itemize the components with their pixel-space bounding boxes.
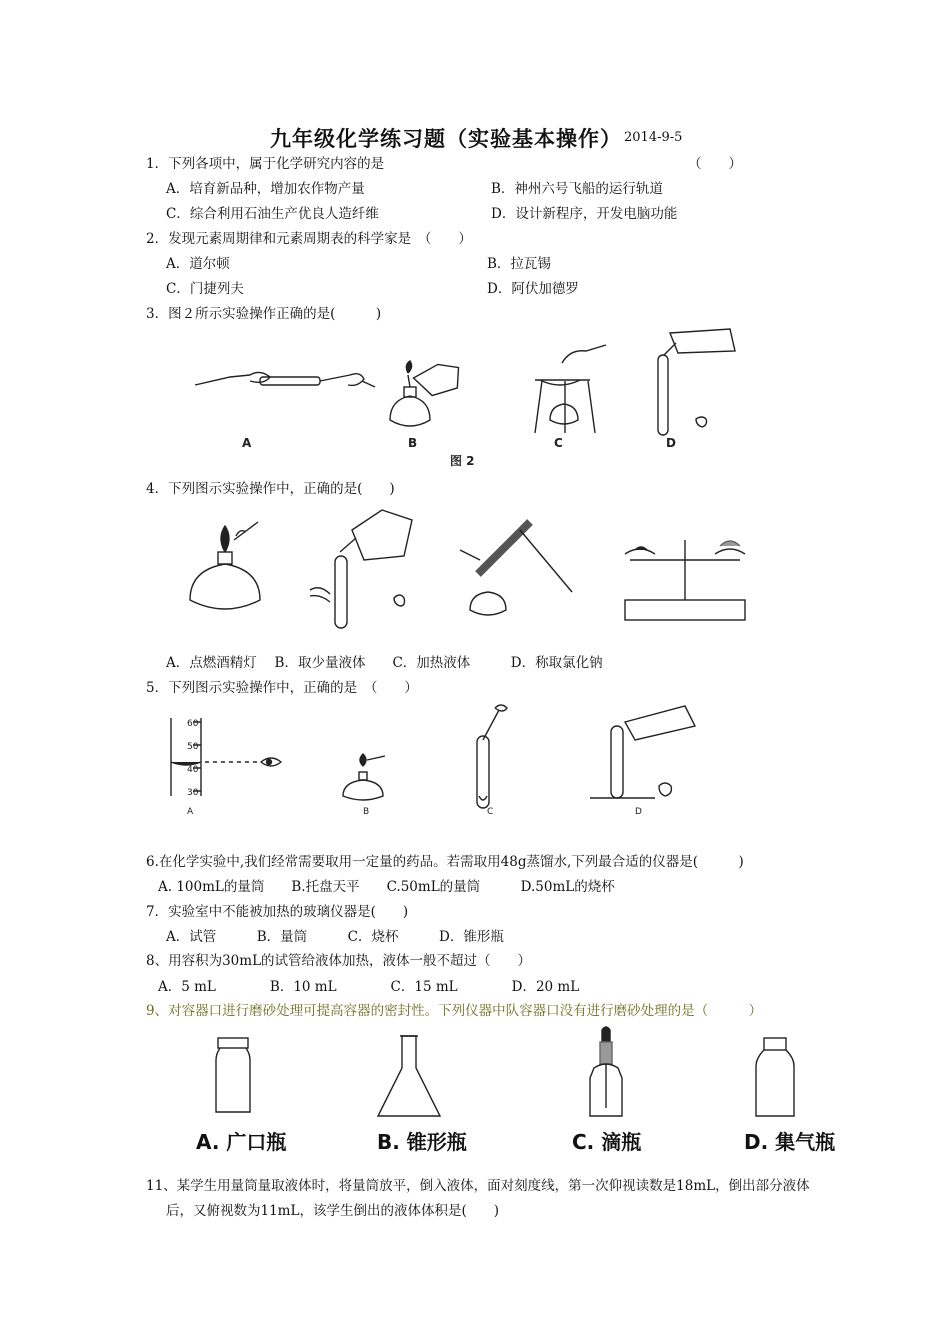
q3-fig-c-tripod bbox=[535, 345, 606, 433]
q6-options: A. 100mL的量筒 B.托盘天平 C.50mL的量筒 D.50mL的烧杯 bbox=[158, 879, 615, 895]
dropper-bottle-icon bbox=[590, 1027, 622, 1116]
q2-option-d: D．阿伏加德罗 bbox=[487, 281, 579, 297]
q3-label-d: D bbox=[666, 436, 676, 450]
q3-fig-b-lamp bbox=[390, 361, 462, 426]
page-date: 2014-9-5 bbox=[624, 130, 683, 145]
q8-options: A．5 mL B．10 mL C．15 mL D．20 mL bbox=[158, 979, 580, 995]
q5-fig-d-pour bbox=[590, 706, 695, 798]
q5-tick-60: 60 bbox=[187, 719, 199, 729]
q9-label-c: C. 滴瓶 bbox=[572, 1130, 642, 1154]
q3-fig-a-hands-tube bbox=[195, 372, 375, 387]
q5-label-d: D bbox=[635, 807, 642, 817]
q6-stem: 6.在化学实验中,我们经常需要取用一定量的药品。若需取用48g蒸馏水,下列最合适的仪器是( ) bbox=[146, 854, 744, 870]
q11-line-1: 11、某学生用量筒量取液体时，将量筒放平，倒入液体，面对刻度线，第一次仰视读数是18mL，倒出部分液体 bbox=[146, 1178, 810, 1194]
q5-fig-c-dropper bbox=[477, 705, 507, 808]
q1-stem: 1．下列各项中，属于化学研究内容的是 bbox=[146, 156, 385, 172]
q7-stem: 7．实验室中不能被加热的玻璃仪器是( ) bbox=[146, 904, 409, 920]
q5-tick-50: 50 bbox=[187, 742, 199, 752]
q5-tick-30: 30 bbox=[187, 788, 199, 798]
q5-label-b: B bbox=[363, 807, 370, 817]
q9-stem: 9、对容器口进行磨砂处理可提高容器的密封性。下列仪器中队容器口没有进行磨砂处理的是（ ） bbox=[146, 1003, 763, 1019]
q2-stem: 2．发现元素周期律和元素周期表的科学家是 （ ） bbox=[146, 231, 472, 247]
q9-label-b: B. 锥形瓶 bbox=[377, 1130, 467, 1154]
q4-fig-a-light-lamp bbox=[190, 522, 260, 609]
q9-figure bbox=[190, 1028, 850, 1128]
q5-tick-40: 40 bbox=[187, 765, 199, 775]
q5-label-c: C bbox=[487, 807, 494, 817]
q11-line-2: 后，又俯视数为11mL，该学生倒出的液体体积是( ) bbox=[166, 1203, 499, 1219]
q8-stem: 8、用容积为30mL的试管给液体加热，液体一般不超过（ ） bbox=[146, 953, 532, 969]
q9-label-d: D. 集气瓶 bbox=[744, 1130, 836, 1154]
q2-option-a: A．道尔顿 bbox=[166, 256, 230, 272]
q4-fig-b-dropper bbox=[310, 510, 412, 628]
wide-mouth-bottle-icon bbox=[216, 1038, 250, 1112]
q5-fig-b-extinguish bbox=[343, 754, 385, 800]
q3-stem: 3．图２所示实验操作正确的是( ) bbox=[146, 306, 382, 322]
q4-options: A．点燃酒精灯 B．取少量液体 C．加热液体 D．称取氯化钠 bbox=[166, 655, 603, 671]
q1-option-d: D．设计新程序，开发电脑功能 bbox=[491, 206, 678, 222]
q5-label-a: A bbox=[187, 807, 194, 817]
conical-flask-icon bbox=[378, 1036, 440, 1116]
q3-label-b: B bbox=[408, 436, 418, 450]
q3-figure bbox=[190, 325, 750, 475]
q1-option-a: A．培育新品种，增加农作物产量 bbox=[166, 181, 365, 197]
q5-fig-a-cylinder-reading bbox=[171, 718, 281, 798]
q4-fig-d-balance bbox=[625, 540, 745, 620]
q2-option-c: C．门捷列夫 bbox=[166, 281, 244, 297]
q3-label-c: C bbox=[554, 436, 563, 450]
q7-options: A．试管 B．量筒 C．烧杯 D．锥形瓶 bbox=[166, 929, 504, 945]
q1-option-c: C．综合利用石油生产优良人造纤维 bbox=[166, 206, 379, 222]
q1-option-b: B．神州六号飞船的运行轨道 bbox=[491, 181, 663, 197]
q5-figure bbox=[165, 700, 725, 825]
q4-stem: 4．下列图示实验操作中，正确的是( ) bbox=[146, 481, 395, 497]
q3-label-a: A bbox=[242, 436, 252, 450]
q3-fig-d-pour bbox=[658, 329, 735, 435]
q4-figure bbox=[180, 500, 760, 645]
q1-answer-paren: （ ） bbox=[688, 156, 742, 172]
page-title: 九年级化学练习题（实验基本操作） bbox=[270, 126, 622, 151]
q4-fig-c-heat-tube bbox=[460, 522, 572, 615]
q5-stem: 5．下列图示实验操作中，正确的是 （ ） bbox=[146, 680, 418, 696]
q3-caption: 图 2 bbox=[450, 454, 475, 468]
q9-label-a: A. 广口瓶 bbox=[196, 1130, 287, 1154]
q2-option-b: B．拉瓦锡 bbox=[487, 256, 551, 272]
gas-jar-icon bbox=[756, 1038, 794, 1116]
